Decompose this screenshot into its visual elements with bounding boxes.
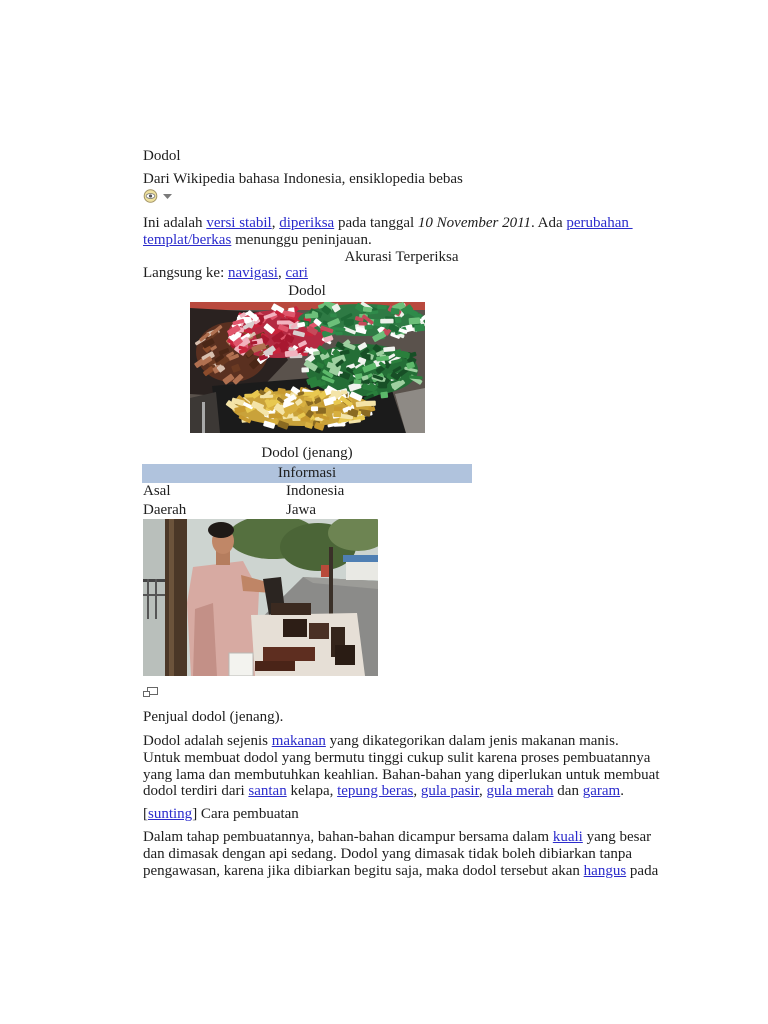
text-line bbox=[143, 863, 658, 880]
text-line bbox=[143, 265, 308, 282]
text-run: , bbox=[277, 265, 286, 281]
link-templat-berkas[interactable]: templat/berkas bbox=[143, 232, 232, 248]
candy-wrapper bbox=[395, 316, 402, 323]
candy-wrapper bbox=[364, 401, 376, 407]
infobox-label: Daerah bbox=[143, 502, 187, 518]
text-line bbox=[143, 767, 660, 784]
text-run: Ini adalah bbox=[143, 215, 207, 231]
text-run: Dodol adalah sejenis bbox=[143, 733, 272, 749]
icon-frame-small bbox=[144, 692, 150, 697]
candy-wrapper bbox=[305, 313, 319, 319]
text-run: pada bbox=[626, 863, 659, 879]
link-cari[interactable]: cari bbox=[285, 265, 308, 281]
railing-post bbox=[147, 579, 149, 619]
distant-vehicle bbox=[321, 565, 330, 577]
text-run: dodol terdiri dari bbox=[143, 783, 249, 800]
text-run: ] Cara pembuatan bbox=[192, 806, 299, 822]
infobox-label: Asal bbox=[143, 483, 171, 499]
text-run: kelapa, bbox=[286, 783, 338, 800]
page-tagline: Dari Wikipedia bahasa Indonesia, ensiklopedia bebas bbox=[143, 171, 463, 187]
triangle-shape bbox=[163, 194, 172, 199]
candy-wrapper bbox=[414, 324, 425, 332]
candy-wrapper bbox=[380, 392, 388, 399]
text-line bbox=[143, 783, 660, 800]
intro-paragraph bbox=[143, 733, 660, 800]
text-run: menunggu peninjauan. bbox=[231, 232, 372, 248]
stand-leg bbox=[202, 402, 205, 433]
dodol-slab bbox=[255, 661, 295, 671]
candy-wrapper bbox=[268, 413, 282, 419]
wooden-post bbox=[165, 519, 187, 676]
seller-shirt-shadow bbox=[193, 603, 217, 676]
text-run: dan bbox=[553, 783, 583, 800]
link-gula-merah[interactable]: gula merah bbox=[486, 783, 554, 800]
text-line bbox=[143, 806, 299, 823]
text-run: yang lama dan membutuhkan keahlian. Bahan-bahan yang diperlukan untuk membuat bbox=[143, 766, 660, 783]
link-hangus[interactable]: hangus bbox=[583, 863, 627, 879]
candy-wrapper bbox=[333, 411, 341, 417]
italic-text: 10 November 2011 bbox=[417, 215, 531, 231]
text-run: pada tanggal bbox=[334, 215, 418, 231]
dodol-slab bbox=[263, 647, 315, 661]
candy-wrapper bbox=[311, 406, 318, 411]
candy-wrapper bbox=[390, 308, 399, 315]
stall-roof bbox=[343, 555, 378, 562]
link-versi-stabil[interactable]: versi stabil bbox=[206, 215, 272, 231]
infobox-value: Jawa bbox=[286, 502, 316, 518]
white-cup bbox=[229, 653, 253, 676]
text-line bbox=[143, 750, 660, 767]
dodol-seller-photo bbox=[143, 519, 378, 676]
text-run: yang dikategorikan dalam jenis makanan manis. bbox=[325, 733, 619, 749]
infobox-image-caption: Dodol (jenang) bbox=[261, 445, 353, 461]
link-gula-pasir[interactable]: gula pasir bbox=[420, 783, 479, 800]
railing bbox=[143, 579, 165, 582]
infobox-row bbox=[142, 482, 472, 501]
text-run: , bbox=[413, 783, 421, 800]
text-line bbox=[143, 829, 658, 846]
candy-wrapper bbox=[409, 317, 421, 324]
link-santan[interactable]: santan bbox=[248, 783, 287, 800]
text-run: . bbox=[620, 783, 624, 800]
infobox-title: Dodol bbox=[288, 283, 326, 299]
text-line bbox=[143, 215, 633, 232]
dodol-candies-photo bbox=[190, 302, 425, 433]
candy-wrapper bbox=[336, 332, 343, 335]
seller-hair bbox=[208, 522, 234, 538]
dodol-block bbox=[271, 603, 311, 615]
link-makanan[interactable]: makanan bbox=[271, 733, 326, 749]
text-run: Dalam tahap pembuatannya, bahan-bahan dicampur bersama dalam bbox=[143, 829, 553, 845]
candy-wrapper bbox=[330, 313, 337, 317]
background-building bbox=[143, 519, 165, 676]
candy-wrapper bbox=[356, 401, 366, 407]
text-run: dan dimasak dengan api sedang. Dodol yang dimasak tidak boleh dibiarkan tanpa bbox=[143, 846, 633, 862]
candy-wrapper bbox=[363, 307, 372, 313]
dodol-block bbox=[283, 619, 307, 637]
link-navigasi[interactable]: navigasi bbox=[227, 265, 278, 281]
text-run: , bbox=[271, 215, 280, 231]
text-run: . Ada bbox=[530, 215, 567, 231]
review-notice bbox=[143, 215, 633, 249]
link-perubahan[interactable]: perubahan bbox=[566, 215, 633, 231]
candy-wrapper bbox=[301, 367, 309, 372]
candy-wrapper bbox=[260, 394, 273, 398]
text-run: pengawasan, karena jika dibiarkan begitu saja, maka dodol tersebut akan bbox=[143, 863, 584, 879]
candy-wrapper bbox=[358, 322, 366, 326]
candy-wrapper bbox=[377, 305, 387, 310]
candy-wrapper bbox=[380, 319, 393, 324]
accuracy-label: Akurasi Terperiksa bbox=[344, 249, 459, 265]
railing bbox=[143, 594, 165, 596]
figure-caption: Penjual dodol (jenang). bbox=[143, 709, 284, 725]
reviewed-eye-icon bbox=[143, 189, 159, 203]
infobox-value: Indonesia bbox=[286, 483, 345, 499]
wooden-post-highlight bbox=[169, 519, 174, 676]
link-garam[interactable]: garam bbox=[582, 783, 621, 800]
railing-post bbox=[155, 579, 157, 619]
link-sunting[interactable]: sunting bbox=[148, 806, 193, 822]
candy-wrapper bbox=[378, 382, 387, 389]
section-paragraph bbox=[143, 829, 658, 880]
icon-pupil bbox=[149, 194, 152, 197]
text-line bbox=[143, 846, 658, 863]
link-kuali[interactable]: kuali bbox=[552, 829, 583, 845]
page-title: Dodol bbox=[143, 148, 181, 164]
text-run: , bbox=[478, 783, 487, 800]
section-heading bbox=[143, 806, 299, 823]
link-diperiksa[interactable]: diperiksa bbox=[279, 215, 335, 231]
infobox-row bbox=[142, 501, 472, 520]
jump-links bbox=[143, 265, 308, 282]
text-run: Langsung ke: bbox=[143, 265, 228, 281]
text-run: Untuk membuat dodol yang bermutu tinggi cukup sulit karena proses pembuatannya bbox=[143, 749, 651, 766]
link-tepung-beras[interactable]: tepung beras bbox=[337, 783, 414, 800]
infobox-header: Informasi bbox=[142, 464, 472, 483]
magnify-clip-icon[interactable] bbox=[143, 687, 158, 698]
text-run: [ bbox=[143, 806, 148, 822]
dodol-block bbox=[309, 623, 329, 639]
text-line bbox=[143, 232, 633, 249]
candy-wrapper bbox=[341, 390, 347, 394]
candy-wrapper bbox=[354, 379, 362, 384]
text-run: yang besar bbox=[582, 829, 652, 845]
candy-wrapper bbox=[285, 350, 298, 357]
infobox-rows bbox=[142, 482, 472, 520]
triangle-down-icon[interactable] bbox=[163, 194, 173, 200]
stall-tent bbox=[346, 562, 378, 580]
text-line bbox=[143, 733, 660, 750]
review-status-row bbox=[143, 189, 175, 203]
dodol-block bbox=[335, 645, 355, 665]
